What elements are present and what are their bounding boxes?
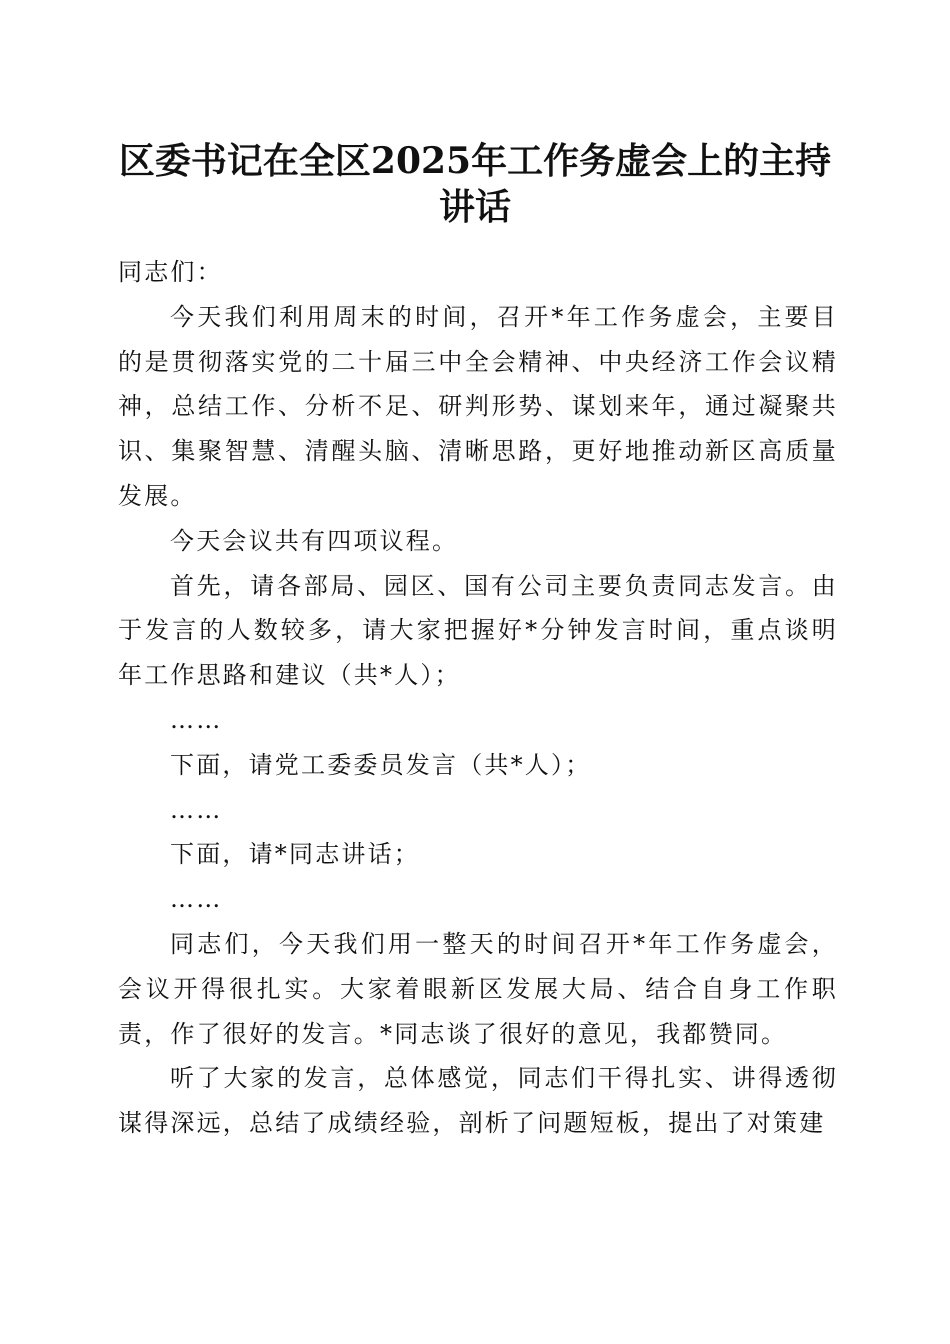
paragraph: 下面，请*同志讲话； <box>170 840 420 869</box>
document-body <box>118 250 838 1146</box>
paragraph: 下面，请党工委委员发言（共*人）； <box>170 750 592 779</box>
document-title <box>100 138 850 230</box>
paragraph: 今天会议共有四项议程。 <box>170 526 459 555</box>
paragraph: 听了大家的发言，总体感觉，同志们干得扎实、讲得透彻谋得深远，总结了成绩经验，剖析了问题短板，提出了对策建 <box>118 1064 838 1138</box>
paragraph: 今天我们利用周末的时间，召开*年工作务虚会，主要目的是贯彻落实党的二十届三中全会精神、中央经济工作会议精神，总结工作、分析不足、研判形势、谋划来年，通过凝聚共识、集聚智慧、清醒头脑、清晰思路，更好地推动新区高质量发展。 <box>118 302 838 510</box>
paragraph: 同志们，今天我们用一整天的时间召开*年工作务虚会，会议开得很扎实。大家着眼新区发展大局、结合自身工作职责，作了很好的发言。*同志谈了很好的意见，我都赞同。 <box>118 929 838 1048</box>
paragraph: 首先，请各部局、园区、国有公司主要负责同志发言。由于发言的人数较多，请大家把握好*分钟发言时间，重点谈明年工作思路和建议（共*人）； <box>118 571 838 690</box>
title-line-1: 区委书记在全区2025年工作务虚会上的主持 <box>118 140 832 182</box>
ellipsis-line: …… <box>170 795 223 824</box>
salutation: 同志们： <box>118 258 223 286</box>
ellipsis-line: …… <box>170 705 223 734</box>
title-line-2: 讲话 <box>438 186 511 228</box>
ellipsis-line: …… <box>170 885 223 914</box>
